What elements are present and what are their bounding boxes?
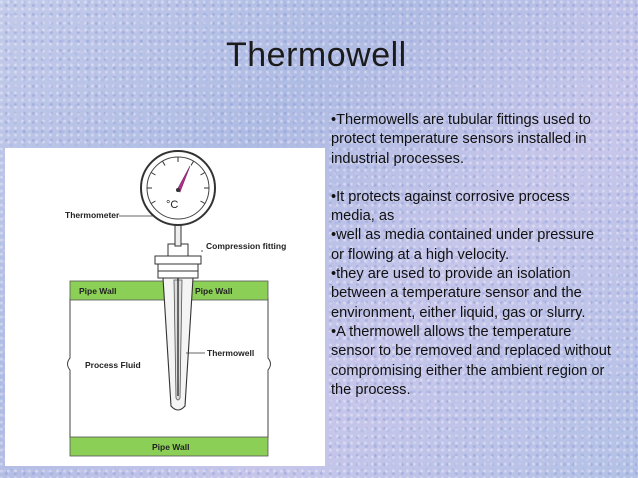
slide-body-text <box>331 111 611 400</box>
bullet-paragraph: •Thermowells are tubular fittings used to protect temperature sensors installed in industrial processes. <box>331 112 591 167</box>
bullet-paragraph: •they are used to provide an isolation between a temperature sensor and the environment, either liquid, gas or slurry. <box>331 266 586 321</box>
slide-title: Thermowell <box>226 36 407 74</box>
gauge-unit-label: °C <box>166 199 179 211</box>
bullet-paragraph: •It protects against corrosive process media, as <box>331 188 570 225</box>
thermometer-label: Thermometer <box>65 210 120 220</box>
pipe-wall-right-label: Pipe Wall <box>195 286 233 296</box>
thermometer-gauge <box>141 151 215 225</box>
compression-fitting <box>155 244 201 278</box>
process-fluid-label: Process Fluid <box>85 360 141 370</box>
pipe-wall-left-label: Pipe Wall <box>79 286 117 296</box>
bullet-paragraph: •well as media contained under pressure or flowing at a high velocity. <box>331 227 595 263</box>
pipe-wall-bottom-label: Pipe Wall <box>152 442 190 452</box>
thermowell-label: Thermowell <box>207 348 255 358</box>
compression-fitting-label: Compression fitting <box>206 241 287 251</box>
bullet-paragraph: •A thermowell allows the temperature sensor to be removed and replaced without compromising either the ambient region or the process. <box>331 323 611 398</box>
thermowell-diagram <box>5 148 325 466</box>
